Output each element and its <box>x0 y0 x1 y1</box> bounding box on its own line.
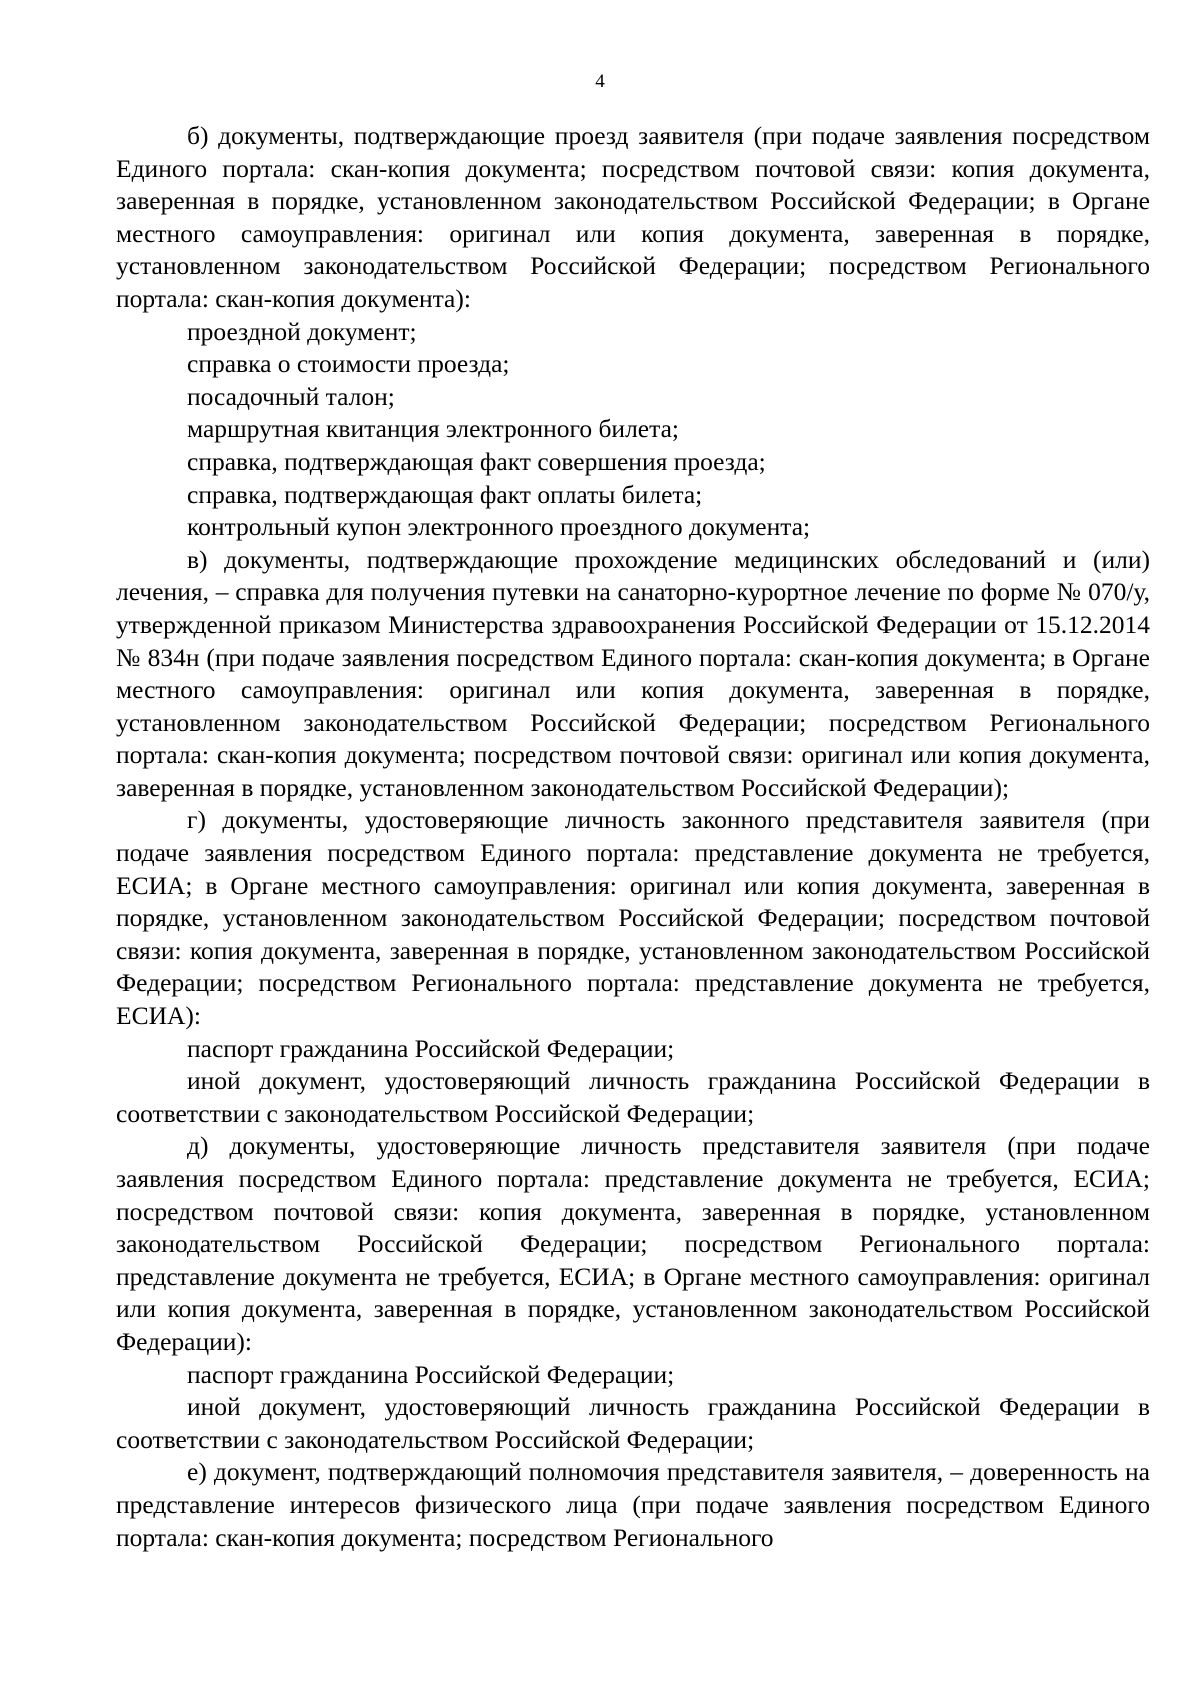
list-item-boarding-pass: посадочный талон; <box>187 381 395 411</box>
paragraph-e-power-of-attorney: е) документ, подтверждающий полномочия представителя заявителя, – доверенность на представление интересов физического лица (при подаче заявления посредством Единого портала: скан-копия документа; посредством Регионального <box>116 1457 1150 1552</box>
list-item-travel-fact-certificate: справка, подтверждающая факт совершения проезда; <box>187 446 766 476</box>
list-item-other-id-document: иной документ, удостоверяющий личность гражданина Российской Федерации в соответствии с законодательством Российской Федерации; <box>116 1066 1150 1128</box>
list-item-passport: паспорт гражданина Российской Федерации; <box>187 1033 675 1063</box>
paragraph-v-medical-documents: в) документы, подтверждающие прохождение медицинских обследований и (или) лечения, – справка для получения путевки на санаторно-курортное лечение по форме № 070/у, утвержденной приказом Министерства здравоохранения Российской Федерации от 15.12.2014 № 834н (при подаче заявления посредством Единого портала: скан-копия документа; в Органе местного самоуправления: оригинал или копия документа, заверенная в порядке, установленном законодательством Российской Федерации; посредством Регионального портала: скан-копия документа; посредством почтовой связи: оригинал или копия документа, заверенная в порядке, установленном законодательством Российской Федерации); <box>116 544 1150 802</box>
list-item-e-ticket-receipt: маршрутная квитанция электронного билета; <box>187 414 679 444</box>
page-number: 4 <box>595 71 605 92</box>
list-item-passport: паспорт гражданина Российской Федерации; <box>187 1359 675 1389</box>
paragraph-d-representative-id: д) документы, удостоверяющие личность представителя заявителя (при подаче заявления посредством Единого портала: представление документа не требуется, ЕСИА; посредством почтовой связи: копия документа, заверенная в порядке, установленном законодательством Российской Федерации; посредством Регионального портала: представление документа не требуется, ЕСИА; в Органе местного самоуправления: оригинал или копия документа, заверенная в порядке, установленном законодательством Российской Федерации): <box>116 1131 1150 1356</box>
document-body <box>116 120 1150 1554</box>
paragraph-b-travel-documents: б) документы, подтверждающие проезд заявителя (при подаче заявления посредством Единого портала: скан-копия документа; посредством почтовой связи: копия документа, заверенная в порядке, установленном законодательством Российской Федерации; в Органе местного самоуправления: оригинал или копия документа, заверенная в порядке, установленном законодательством Российской Федерации; посредством Регионального портала: скан-копия документа): <box>116 121 1150 313</box>
list-item-travel-document: проездной документ; <box>187 316 417 346</box>
list-item-control-coupon: контрольный купон электронного проездного документа; <box>187 512 811 542</box>
paragraph-g-legal-representative-id: г) документы, удостоверяющие личность законного представителя заявителя (при подаче заявления посредством Единого портала: представление документа не требуется, ЕСИА; в Органе местного самоуправления: оригинал или копия документа, заверенная в порядке, установленном законодательством Российской Федерации; посредством почтовой связи: копия документа, заверенная в порядке, установленном законодательством Российской Федерации; посредством Регионального портала: представление документа не требуется, ЕСИА): <box>116 805 1150 1031</box>
list-item-fare-certificate: справка о стоимости проезда; <box>187 349 510 379</box>
list-item-payment-fact-certificate: справка, подтверждающая факт оплаты билета; <box>187 479 703 509</box>
list-item-other-id-document: иной документ, удостоверяющий личность гражданина Российской Федерации в соответствии с законодательством Российской Федерации; <box>116 1392 1150 1454</box>
